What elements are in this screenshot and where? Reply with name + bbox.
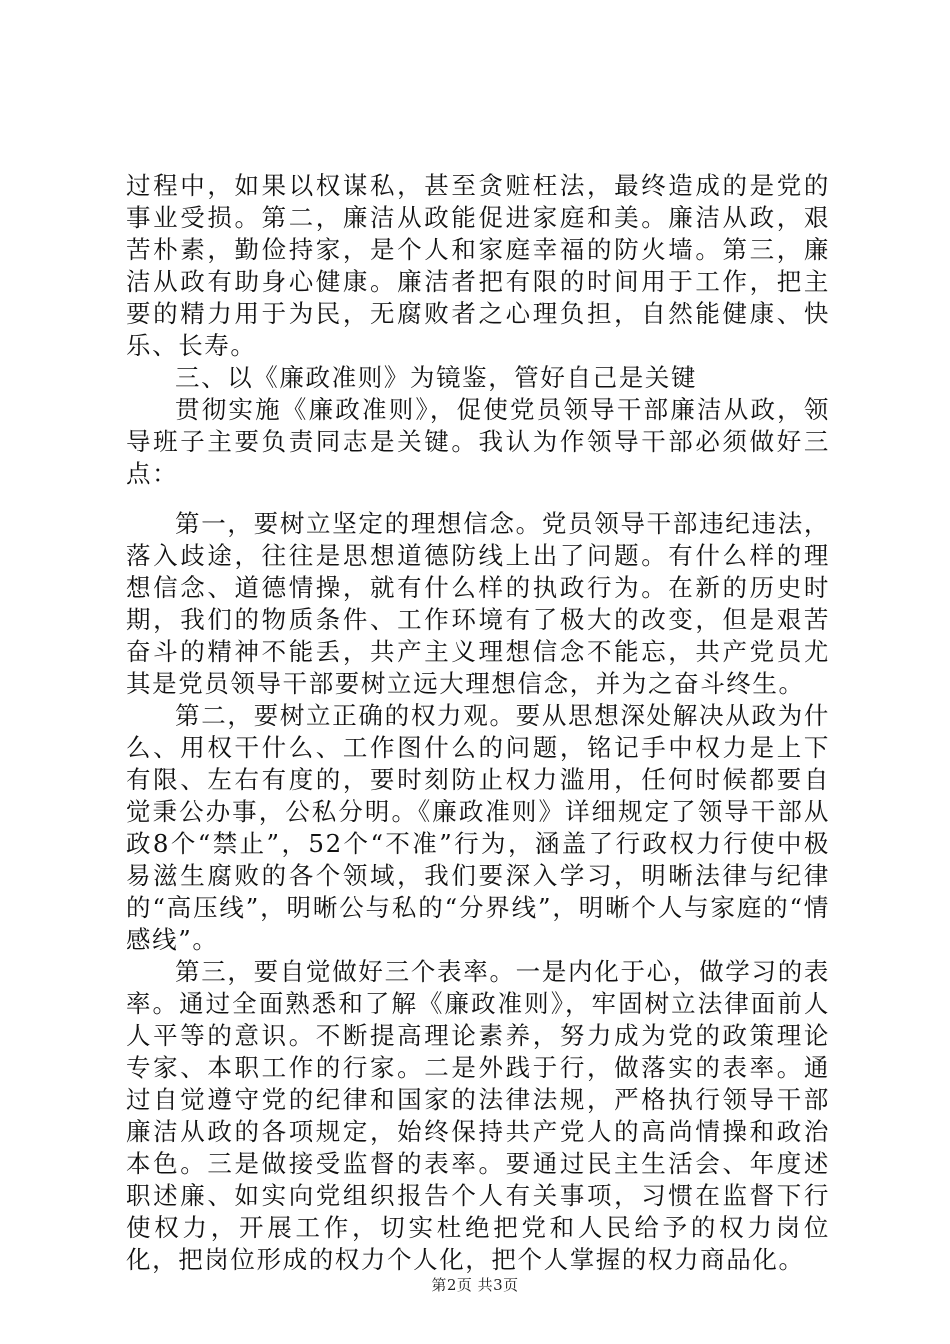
page-number-footer: 第2页 共3页 (431, 1276, 519, 1294)
paragraph-point-two: 第二，要树立正确的权力观。要从思想深处解决从政为什么、用权干什么、工作图什么的问题，铭记手中权力是上下有限、左右有度的，要时刻防止权力滥用，任何时候都要自觉秉公办事，公私分明。《廉政准则》详细规定了领导干部从政8个“禁止”，52个“不准”行为，涵盖了行政权力行使中极易滋生腐败的各个领域，我们要深入学习，明晰法律与纪律的“高压线”，明晰公与私的“分界线”，明晰个人与家庭的“情感线”。 (126, 701, 830, 954)
document-body (126, 170, 830, 1276)
paragraph-continuation: 过程中，如果以权谋私，甚至贪赃枉法，最终造成的是党的事业受损。第二，廉洁从政能促进家庭和美。廉洁从政，艰苦朴素，勤俭持家，是个人和家庭幸福的防火墙。第三，廉洁从政有助身心健康。廉洁者把有限的时间用于工作，把主要的精力用于为民，无腐败者之心理负担，自然能健康、快乐、长寿。 (126, 171, 830, 360)
paragraph-intro: 贯彻实施《廉政准则》，促使党员领导干部廉洁从政，领导班子主要负责同志是关键。我认为作领导干部必须做好三点： (126, 395, 830, 488)
paragraph-point-one: 第一，要树立坚定的理想信念。党员领导干部违纪违法，落入歧途，往往是思想道德防线上出了问题。有什么样的理想信念、道德情操，就有什么样的执政行为。在新的历史时期，我们的物质条件、工作环境有了极大的改变，但是艰苦奋斗的精神不能丢，共产主义理想信念不能忘，共产党员尤其是党员领导干部要树立远大理想信念，并为之奋斗终生。 (126, 509, 830, 698)
section-heading: 三、以《廉政准则》为镜鉴，管好自己是关键 (175, 363, 697, 392)
paragraph-point-three: 第三，要自觉做好三个表率。一是内化于心，做学习的表率。通过全面熟悉和了解《廉政准则》，牢固树立法律面前人人平等的意识。不断提高理论素养，努力成为党的政策理论专家、本职工作的行家。二是外践于行，做落实的表率。通过自觉遵守党的纪律和国家的法律法规，严格执行领导干部廉洁从政的各项规定，始终保持共产党人的高尚情操和政治本色。三是做接受监督的表率。要通过民主生活会、年度述职述廉、如实向党组织报告个人有关事项，习惯在监督下行使权力，开展工作，切实杜绝把党和人民给予的权力岗位化，把岗位形成的权力个人化，把个人掌握的权力商品化。 (126, 957, 830, 1274)
